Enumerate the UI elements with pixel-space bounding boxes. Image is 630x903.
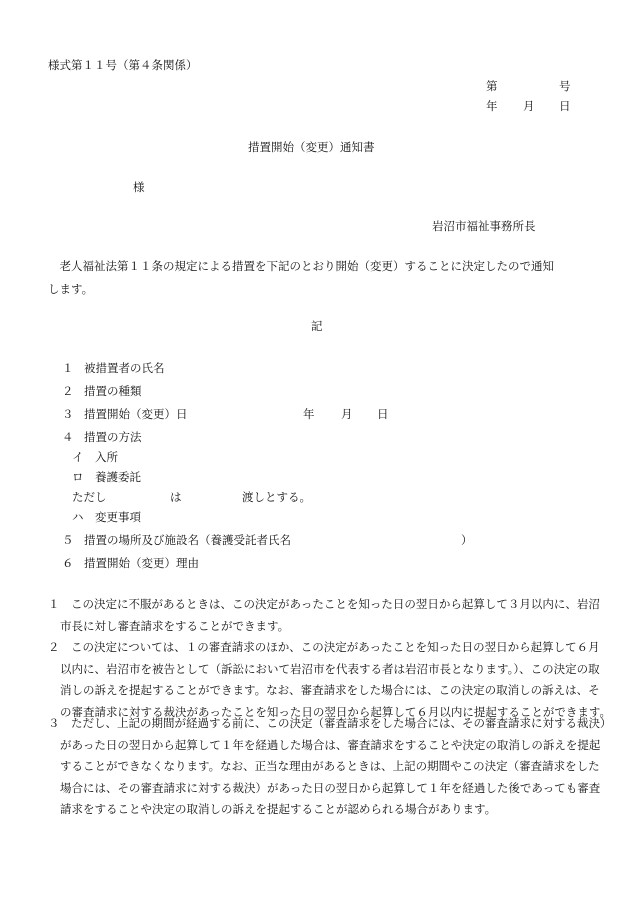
note-line: 場合には、その審査請求に対する裁決）があった日の翌日から起算して１年を経過した後であっても審査 [60, 780, 601, 795]
note-line: 消しの訴えを提起することができます。なお、審査請求をした場合には、この決定の取消しの訴えは、そ [60, 683, 600, 697]
item-start-nen: 年 [303, 407, 315, 421]
item-label-start-date: 措置開始（変更）日 [84, 407, 188, 421]
note-3 [48, 713, 612, 821]
note-line [48, 713, 612, 735]
method-watashi: 渡しとする。 [242, 490, 311, 504]
item-number: ２ [62, 384, 74, 398]
note-number: ３ [48, 716, 60, 730]
method-ro: ロ 養護委託 [72, 470, 141, 484]
item-label-reason: 措置開始（変更）理由 [84, 556, 199, 570]
item-label-type: 措置の種類 [84, 384, 142, 398]
item-place-close-paren: ） [461, 533, 473, 547]
method-wa: は [170, 490, 182, 504]
date-nen: 年 [486, 99, 498, 113]
ki-heading: 記 [311, 319, 323, 333]
item-start-hi: 日 [377, 407, 389, 421]
item-label-name: 被措置者の氏名 [84, 361, 165, 375]
form-label: 様式第１１号（第４条関係） [48, 58, 198, 72]
intro-paragraph [48, 255, 588, 301]
number-go: 号 [559, 79, 571, 93]
item-number: ５ [62, 533, 74, 547]
item-number: ３ [62, 407, 74, 421]
method-i: イ 入所 [72, 450, 118, 464]
note-text: ただし、上記の期間が経過する前に、この決定（審査請求をした場合には、その審査請求に対する裁決） [71, 716, 612, 730]
note-2 [48, 637, 611, 723]
note-text: この決定については、１の審査請求のほか、この決定があったことを知った日の翌日から起算して６月 [71, 640, 600, 654]
item-label-place: 措置の場所及び施設名（養護受託者氏名 [84, 533, 291, 547]
note-number: ２ [48, 640, 60, 654]
note-line: 請求をすることや決定の取消しの訴えを提起することが認められる場合があります。 [60, 802, 497, 816]
note-line: 以内に、岩沼市を被告として（訴訟において岩沼市を代表する者は岩沼市長となります。）、この決定の取 [60, 661, 600, 676]
number-dai: 第 [486, 79, 498, 93]
date-tsuki: 月 [523, 99, 535, 113]
item-number: １ [62, 361, 74, 375]
addressee-suffix: 様 [133, 180, 145, 194]
item-number: ６ [62, 556, 74, 570]
method-tadashi: ただし [72, 490, 107, 504]
item-start-tsuki: 月 [341, 407, 353, 421]
item-number: ４ [62, 430, 74, 444]
intro-line: 老人福祉法第１１条の規定による措置を下記のとおり開始（変更）することに決定したので通知 [48, 259, 554, 273]
note-line: 市長に対し審査請求をすることができます。 [60, 618, 290, 633]
note-line [48, 637, 608, 659]
intro-line: します。 [48, 282, 94, 296]
note-1 [48, 594, 608, 637]
date-hi: 日 [559, 99, 571, 113]
note-line [48, 594, 608, 616]
note-text: この決定に不服があるときは、この決定があったことを知った日の翌日から起算して３月以内に、岩沼 [71, 597, 600, 611]
note-line: の審査請求に対する裁決があったことを知った日の翌日から起算して６月以内に提起することができます。 [60, 704, 611, 719]
item-label-method: 措置の方法 [84, 430, 142, 444]
document-title: 措置開始（変更）通知書 [248, 140, 375, 154]
note-number: １ [48, 597, 60, 611]
note-line: があった日の翌日から起算して１年を経過した場合は、審査請求をすることや決定の取消しの訴えを提起 [60, 737, 601, 752]
note-line: することができなくなります。なお、正当な理由があるときは、上記の期間やこの決定（審査請求をした [60, 759, 600, 773]
method-ha: ハ 変更事項 [72, 510, 141, 524]
sender: 岩沼市福祉事務所長 [432, 219, 536, 233]
